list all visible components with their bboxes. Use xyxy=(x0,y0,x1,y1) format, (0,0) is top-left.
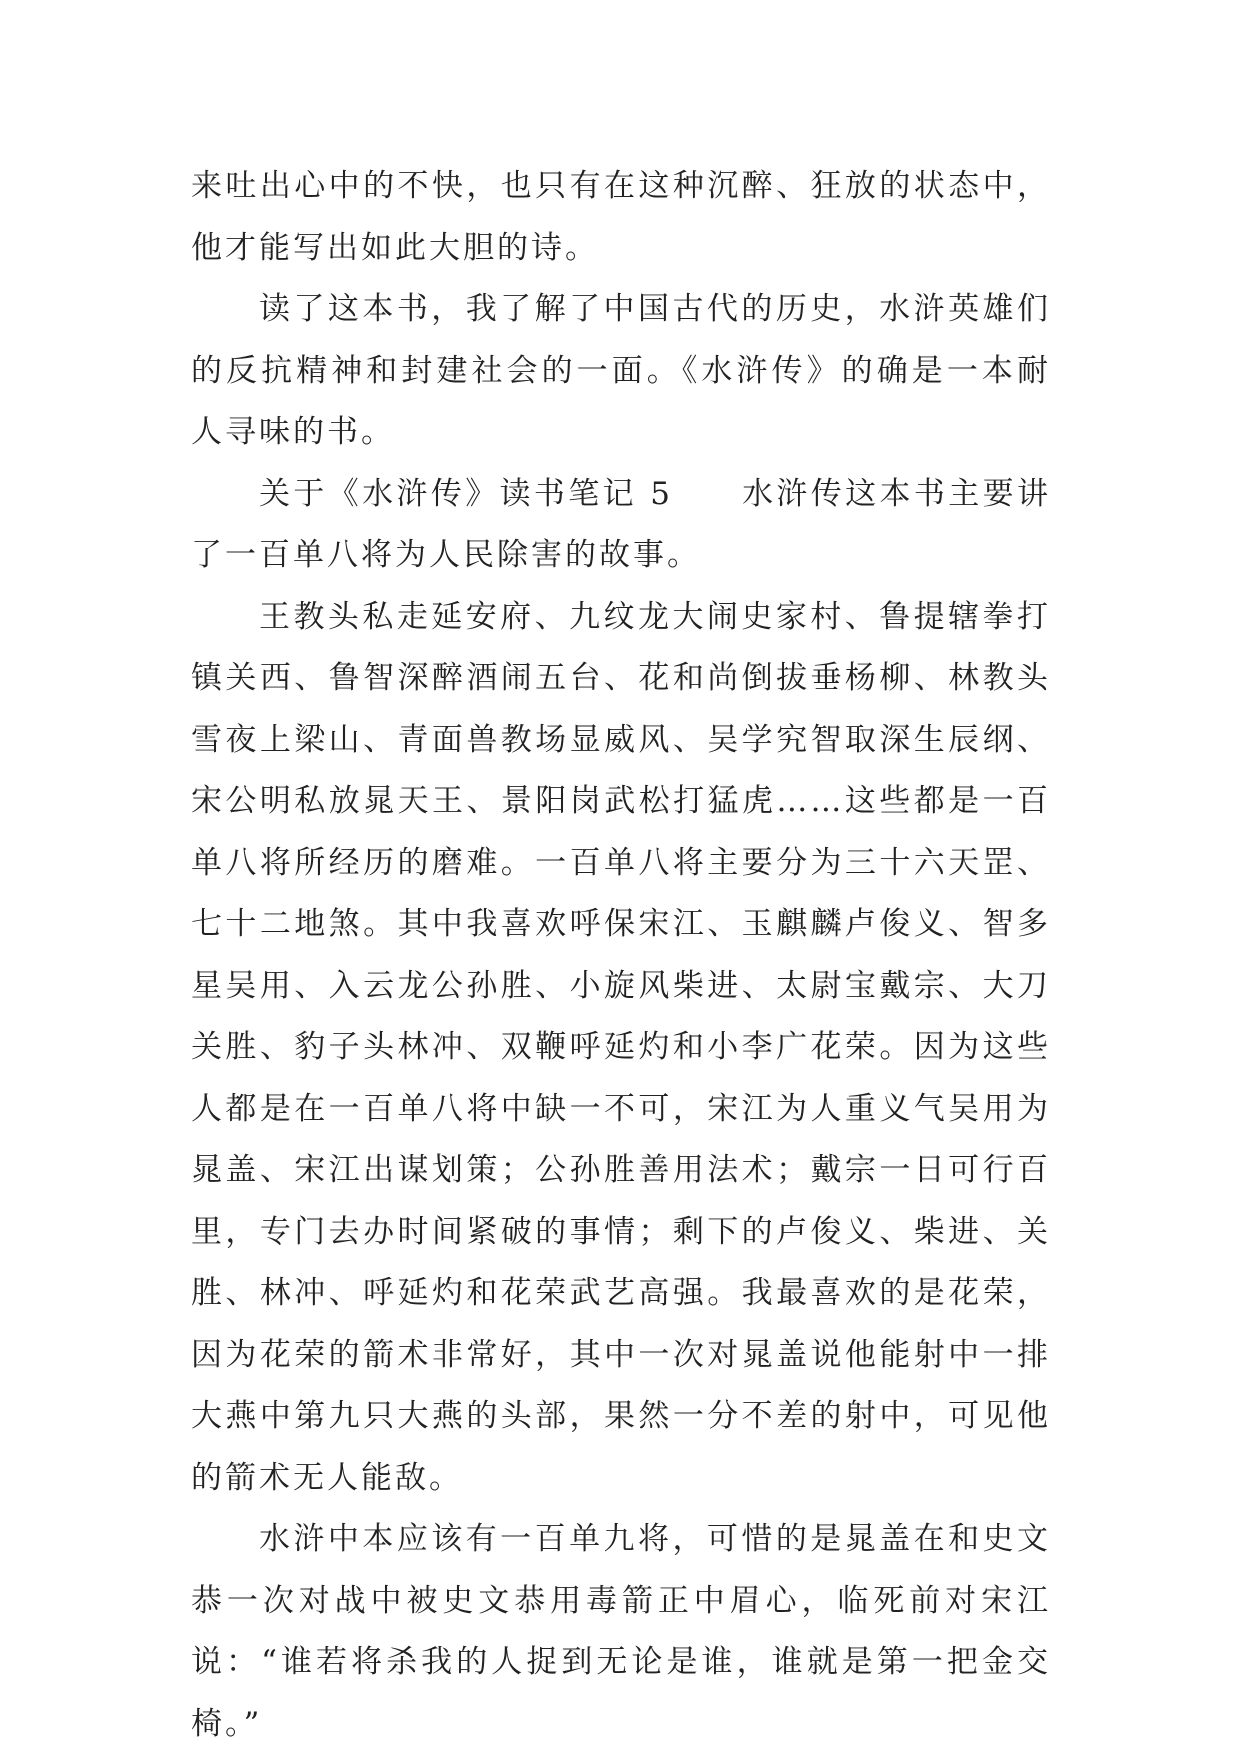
paragraph-note-5-intro: 关于《水浒传》读书笔记 5 水浒传这本书主要讲了一百单八将为人民除害的故事。 xyxy=(191,475,1051,573)
paragraph-reflection: 读了这本书，我了解了中国古代的历史，水浒英雄们的反抗精神和封建社会的一面。《水浒传》的确是一本耐人寻味的书。 xyxy=(191,291,1051,450)
paragraph-continuation: 来吐出心中的不快，也只有在这种沉醉、狂放的状态中，他才能写出如此大胆的诗。 xyxy=(191,168,1051,266)
document-body xyxy=(191,156,1051,1755)
paragraph-chao-gai: 水浒中本应该有一百单九将，可惜的是晁盖在和史文恭一次对战中被史文恭用毒箭正中眉心，临死前对宋江说：“谁若将杀我的人捉到无论是谁，谁就是第一把金交椅。” xyxy=(191,1521,1051,1742)
paragraph-heroes: 王教头私走延安府、九纹龙大闹史家村、鲁提辖拳打镇关西、鲁智深醉酒闹五台、花和尚倒拔垂杨柳、林教头雪夜上梁山、青面兽教场显威风、吴学究智取深生辰纲、宋公明私放晁天王、景阳岗武松打猛虎……这些都是一百单八将所经历的磨难。一百单八将主要分为三十六天罡、七十二地煞。其中我喜欢呼保宋江、玉麒麟卢俊义、智多星吴用、入云龙公孙胜、小旋风柴进、太尉宝戴宗、大刀关胜、豹子头林冲、双鞭呼延灼和小李广花荣。因为这些人都是在一百单八将中缺一不可，宋江为人重义气吴用为晁盖、宋江出谋划策；公孙胜善用法术；戴宗一日可行百里，专门去办时间紧破的事情；剩下的卢俊义、柴进、关胜、林冲、呼延灼和花荣武艺高强。我最喜欢的是花荣，因为花荣的箭术非常好，其中一次对晁盖说他能射中一排大燕中第九只大燕的头部，果然一分不差的射中，可见他的箭术无人能敌。 xyxy=(191,598,1051,1496)
